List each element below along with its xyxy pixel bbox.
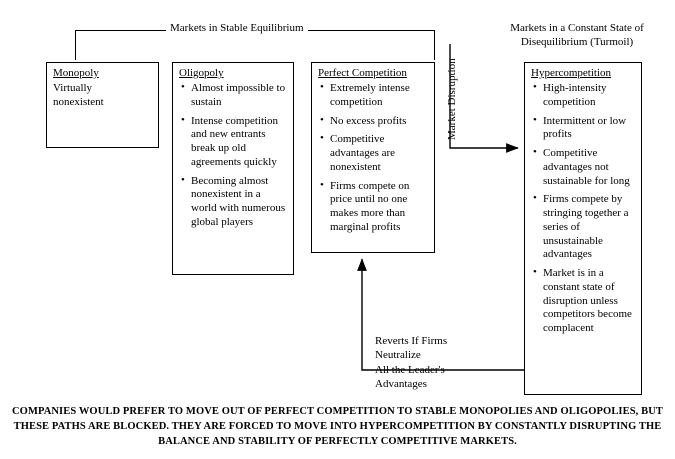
box-monopoly-title: Monopoly <box>53 67 99 79</box>
box-oligopoly[interactable] <box>172 62 294 275</box>
box-hypercompetition[interactable] <box>524 62 642 395</box>
list-item: • Extremely intense competition <box>320 82 430 110</box>
revert-label-line-4: Advantages <box>375 377 427 390</box>
box-monopoly-line-2: nonexistent <box>53 95 104 108</box>
list-item: • Competitive advantages are nonexistent <box>320 133 430 174</box>
box-hypercompetition-title: Hypercompetition <box>531 67 612 79</box>
arrow-market-disruption <box>450 44 518 148</box>
list-item: • No excess profits <box>320 115 430 129</box>
market-disruption-label: Market Disruption <box>446 58 458 140</box>
list-item: • Intense competition and new entrants break up old agreements quickly <box>181 115 289 170</box>
list-item: • High-intensity competition <box>533 82 637 110</box>
bracket-label: Markets in Stable Equilibrium <box>166 22 308 35</box>
box-oligopoly-bullets <box>173 82 293 230</box>
list-item: • Firms compete on price until no one makes more than marginal profits <box>320 180 430 235</box>
box-perfect-competition-title: Perfect Competition <box>318 67 407 79</box>
right-header-label <box>477 22 675 50</box>
revert-label-line-1: Reverts If Firms <box>375 335 448 347</box>
box-monopoly-line-1: Virtually <box>53 82 93 95</box>
revert-label <box>375 334 447 391</box>
list-item: • Intermittent or low profits <box>533 115 637 143</box>
list-item: • Competitive advantages not sustainable for long <box>533 147 637 188</box>
right-header-text: Markets in a Constant State of Disequilibrium (Turmoil) <box>510 22 644 48</box>
list-item: • Market is in a constant state of disruption unless competitors become complacent <box>533 267 637 336</box>
list-item: • Almost impossible to sustain <box>181 82 289 110</box>
box-perfect-competition-bullets <box>312 82 434 235</box>
box-hypercompetition-bullets <box>525 82 641 336</box>
bracket-left-tick <box>75 30 76 60</box>
bracket-right-tick <box>434 30 435 60</box>
revert-label-line-2: Neutralize <box>375 349 421 362</box>
revert-label-line-3: All the Leader's <box>375 363 445 376</box>
box-perfect-competition[interactable] <box>311 62 435 253</box>
list-item: • Firms compete by stringing together a series of unsustainable advantages <box>533 193 637 262</box>
box-monopoly[interactable] <box>46 62 159 148</box>
list-item: • Becoming almost nonexistent in a world with numerous global players <box>181 175 289 230</box>
diagram-caption: COMPANIES WOULD PREFER TO MOVE OUT OF PERFECT COMPETITION TO STABLE MONOPOLIES AND OLIGOPOLIES, BUT THESE PATHS ARE BLOCKED. THEY ARE FORCED TO MOVE INTO HYPERCOMPETITION BY CONSTANTLY DISRUPTING THE BALANCE AND STABILITY OF PERFECTLY COMPETITIVE MARKETS. <box>12 406 663 448</box>
box-oligopoly-title: Oligopoly <box>179 67 224 79</box>
